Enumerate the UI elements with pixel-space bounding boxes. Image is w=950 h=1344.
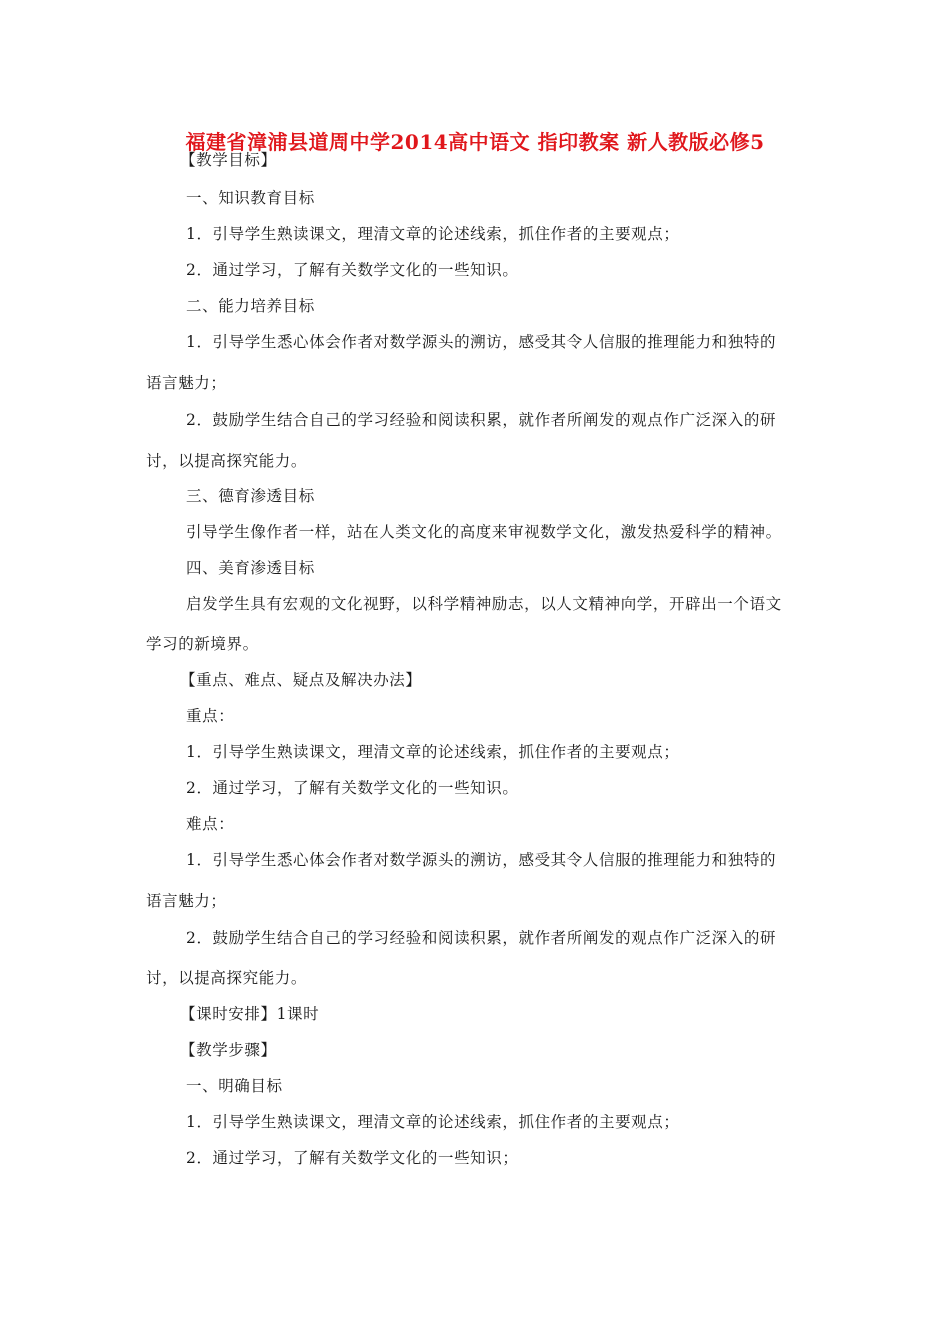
paragraph-line: 语言魅力； bbox=[146, 892, 227, 910]
subheading-aesthetic-goal: 四、美育渗透目标 bbox=[186, 559, 315, 577]
paragraph-line: 1．引导学生熟读课文，理清文章的论述线索，抓住作者的主要观点； bbox=[186, 743, 680, 761]
paragraph-line: 引导学生像作者一样，站在人类文化的高度来审视数学文化，激发热爱科学的精神。 bbox=[186, 523, 782, 541]
paragraph-line: 1．引导学生熟读课文，理清文章的论述线索，抓住作者的主要观点； bbox=[186, 1113, 680, 1131]
paragraph-line: 2．通过学习，了解有关数学文化的一些知识； bbox=[186, 1149, 519, 1167]
paragraph-line: 2．鼓励学生结合自己的学习经验和阅读积累，就作者所阐发的观点作广泛深入的研 bbox=[186, 929, 777, 947]
subheading-moral-goal: 三、德育渗透目标 bbox=[186, 487, 315, 505]
section-heading-teaching-goals: 【教学目标】 bbox=[180, 151, 277, 169]
paragraph-line: 2．通过学习，了解有关数学文化的一些知识。 bbox=[186, 779, 519, 797]
paragraph-line: 语言魅力； bbox=[146, 374, 227, 392]
section-heading-schedule: 【课时安排】1课时 bbox=[180, 1005, 320, 1023]
paragraph-line: 启发学生具有宏观的文化视野，以科学精神励志，以人文精神向学，开辟出一个语文 bbox=[186, 595, 782, 613]
subheading-clarify-goals: 一、明确目标 bbox=[186, 1077, 283, 1095]
paragraph-line: 2．通过学习，了解有关数学文化的一些知识。 bbox=[186, 261, 519, 279]
paragraph-line: 2．鼓励学生结合自己的学习经验和阅读积累，就作者所阐发的观点作广泛深入的研 bbox=[186, 411, 777, 429]
section-heading-steps: 【教学步骤】 bbox=[180, 1041, 277, 1059]
section-heading-key-points: 【重点、难点、疑点及解决办法】 bbox=[180, 671, 422, 689]
subheading-key-point: 重点： bbox=[186, 707, 235, 725]
paragraph-line: 学习的新境界。 bbox=[146, 635, 259, 653]
subheading-knowledge-goal: 一、知识教育目标 bbox=[186, 189, 315, 207]
paragraph-line: 讨，以提高探究能力。 bbox=[146, 452, 308, 470]
document-title: 福建省漳浦县道周中学2014高中语文 指印教案 新人教版必修5 bbox=[185, 130, 765, 154]
paragraph-line: 讨，以提高探究能力。 bbox=[146, 969, 308, 987]
paragraph-line: 1．引导学生熟读课文，理清文章的论述线索，抓住作者的主要观点； bbox=[186, 225, 680, 243]
subheading-difficulty: 难点： bbox=[186, 815, 235, 833]
subheading-ability-goal: 二、能力培养目标 bbox=[186, 297, 315, 315]
paragraph-line: 1．引导学生悉心体会作者对数学源头的溯访，感受其令人信服的推理能力和独特的 bbox=[186, 333, 777, 351]
paragraph-line: 1．引导学生悉心体会作者对数学源头的溯访，感受其令人信服的推理能力和独特的 bbox=[186, 851, 777, 869]
